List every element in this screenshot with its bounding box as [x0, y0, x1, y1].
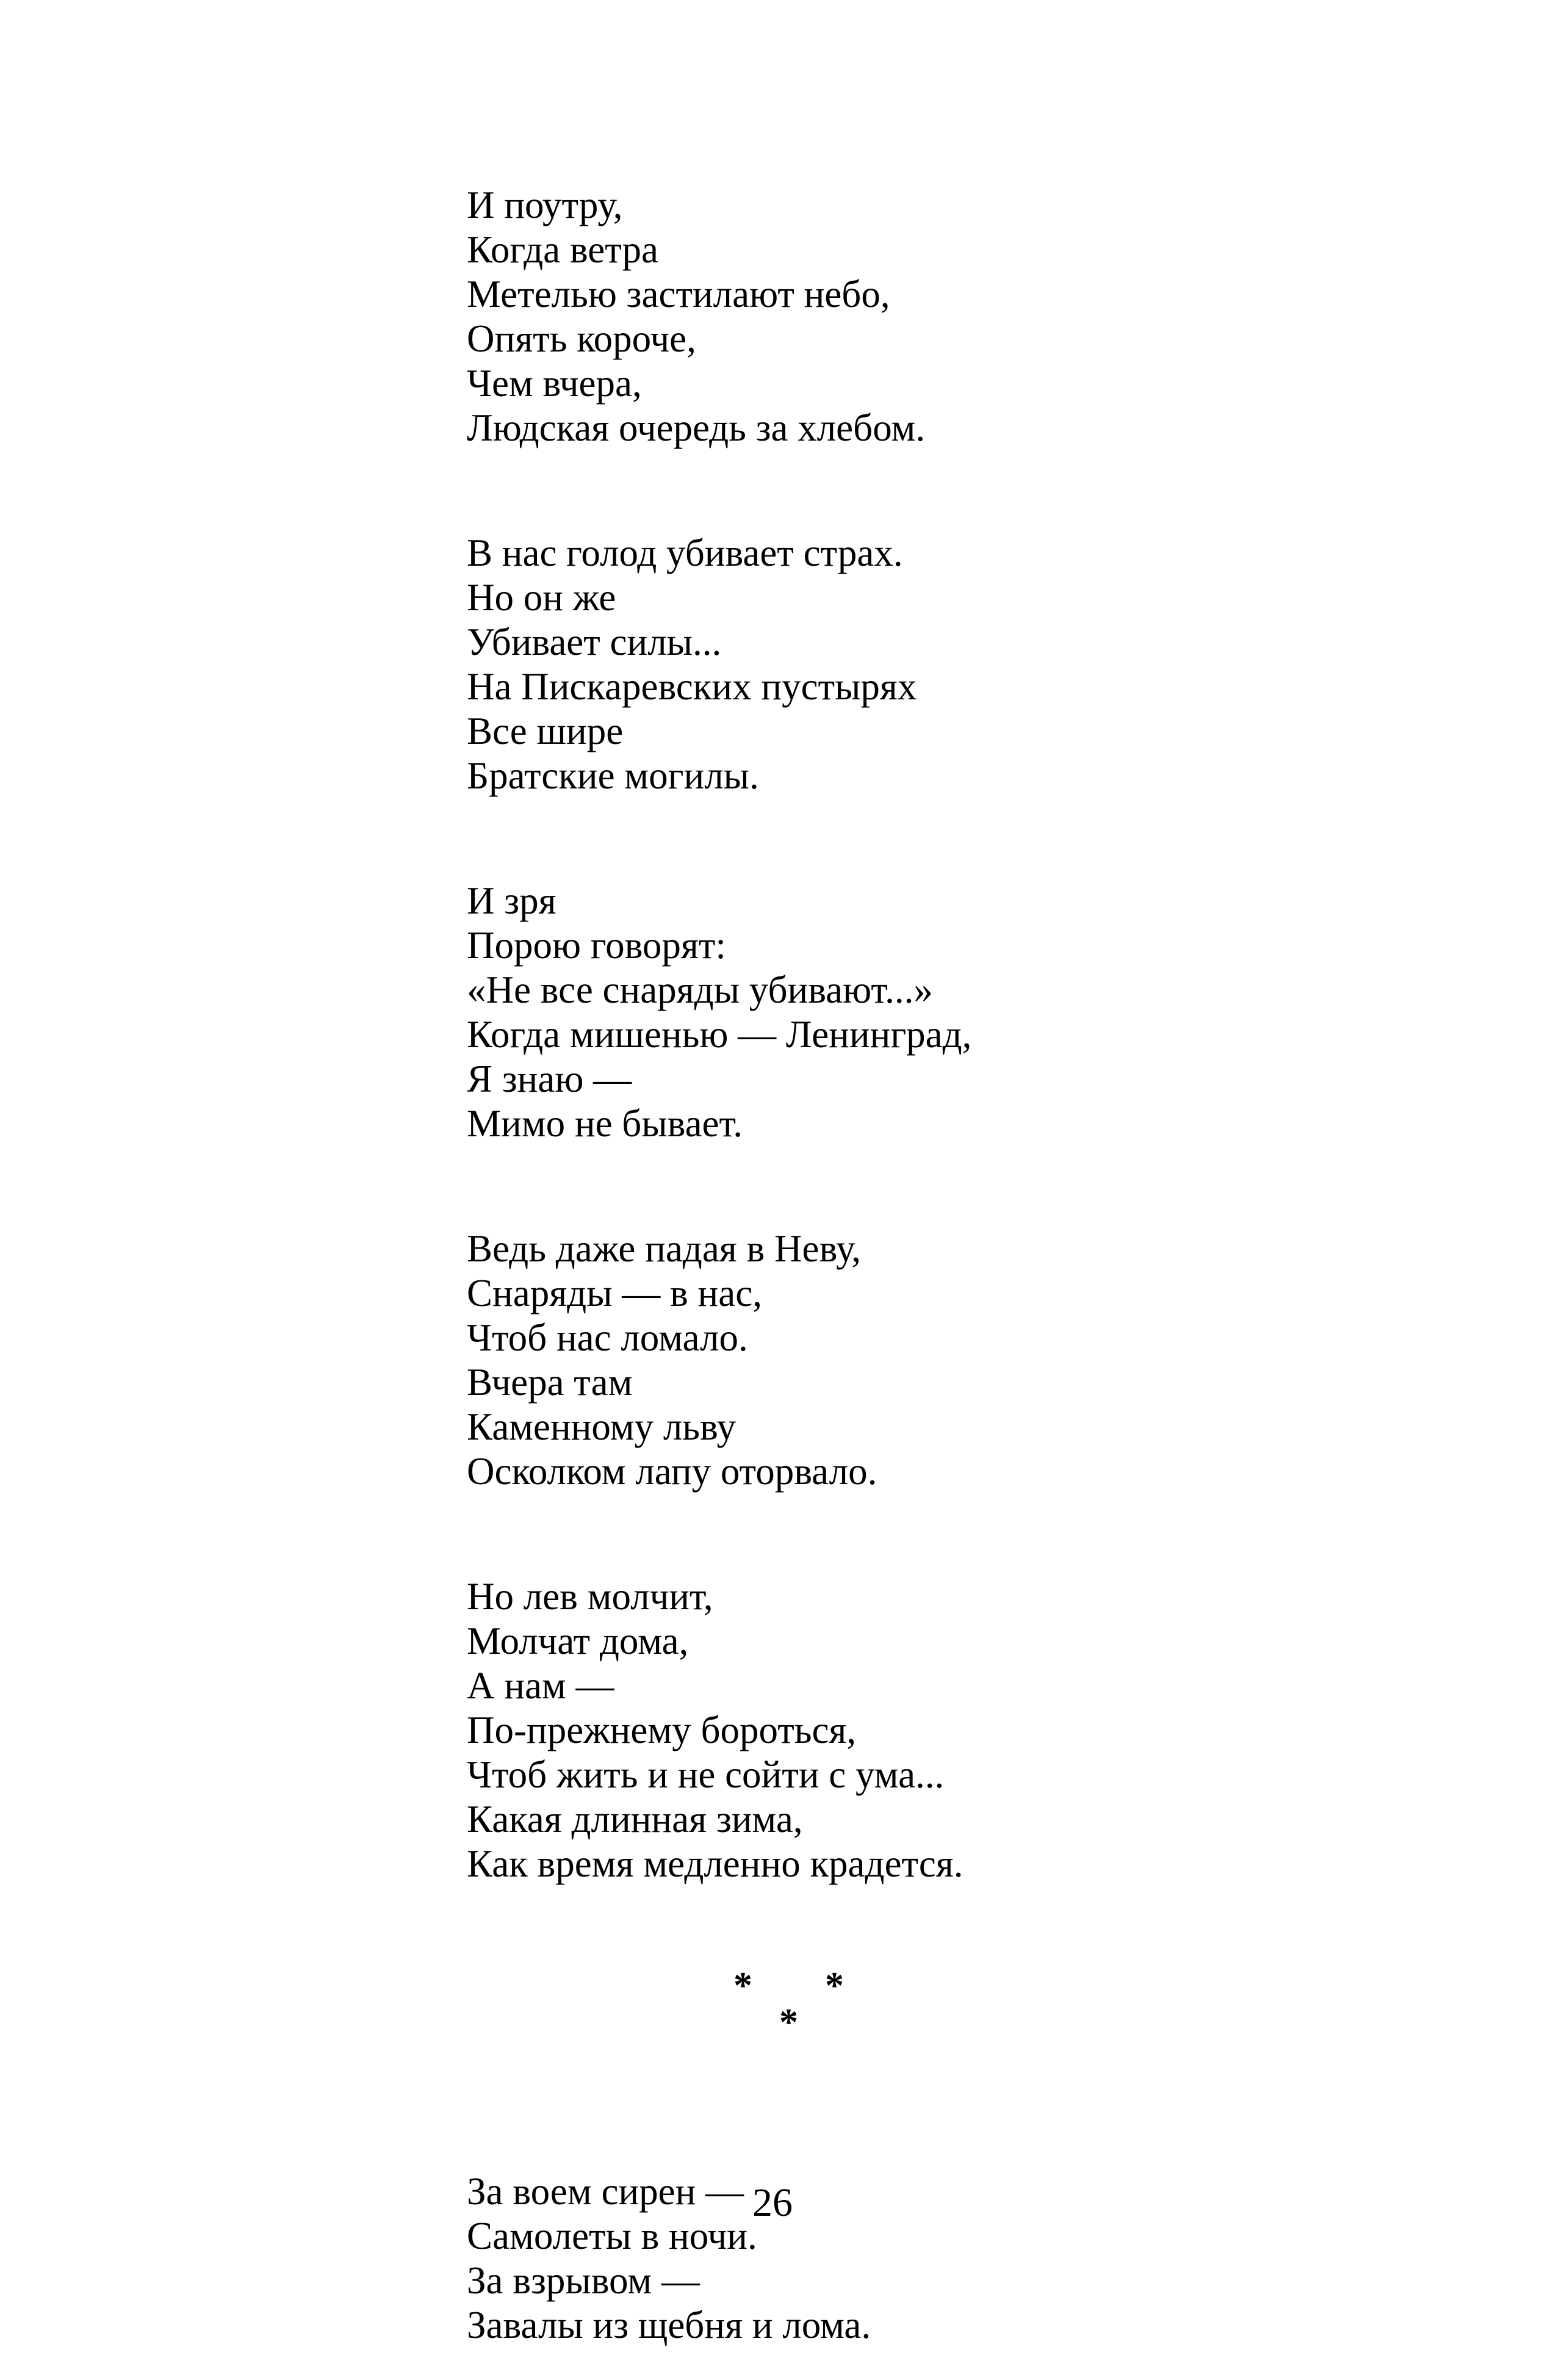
poem-line: За взрывом — — [467, 2259, 700, 2302]
poem-line: Завалы из щебня и лома. — [467, 2304, 871, 2346]
poem-line: Все шире — [467, 710, 624, 752]
poem-line: Когда ветра — [467, 228, 658, 271]
asterisk: * — [779, 2002, 798, 2043]
poem-line: Но он же — [467, 576, 616, 619]
poem-line: Как время медленно крадется. — [467, 1842, 963, 1885]
poem-line: На Пискаревских пустырях — [467, 665, 917, 708]
poem-line: Я знаю — — [467, 1058, 632, 1100]
poem-line: Молчат дома, — [467, 1620, 689, 1662]
stanza — [467, 879, 1321, 1146]
poem-line: Осколком лапу оторвало. — [467, 1450, 877, 1493]
poem-line: Метелью застилают небо, — [467, 273, 890, 316]
poem-line: Самолеты в ночи. — [467, 2215, 757, 2257]
poem-line: Мимо не бывает. — [467, 1102, 743, 1145]
poem-line: А нам — — [467, 1664, 614, 1707]
poem-line: Опять короче, — [467, 317, 696, 360]
page-number: 26 — [752, 2180, 793, 2225]
poem-line: Людская очередь за хлебом. — [467, 406, 926, 449]
poem-line: Снаряды — в нас, — [467, 1272, 762, 1314]
poem-line: За воем сирен — — [467, 2170, 744, 2213]
poem-line: Чем вчера, — [467, 362, 642, 405]
poem-line: Вчера там — [467, 1361, 633, 1404]
stanza — [467, 1574, 1321, 1886]
poem-line: Убивает силы... — [467, 621, 722, 663]
stanza — [467, 1227, 1321, 1494]
poem-line: И поутру, — [467, 184, 623, 226]
asterisk: * — [733, 1965, 752, 2007]
poem-line: Какая длинная зима, — [467, 1798, 803, 1841]
poem-line: Чтоб жить и не сойти с ума... — [467, 1753, 945, 1796]
poem-body — [467, 183, 1321, 2348]
poem-line: По-прежнему бороться, — [467, 1709, 857, 1751]
asterism-separator — [467, 1967, 1321, 2089]
poem-line: Чтоб нас ломало. — [467, 1316, 748, 1359]
poem-line: В нас голод убивает страх. — [467, 532, 903, 574]
stanza — [467, 531, 1321, 798]
asterisk: * — [825, 1965, 844, 2007]
poem-line: Порою говорят: — [467, 924, 726, 967]
poem-line: «Не все снаряды убивают...» — [467, 968, 933, 1011]
poem-line: Братские могилы. — [467, 754, 759, 797]
poem-line: Ведь даже падая в Неву, — [467, 1227, 862, 1270]
stanza — [467, 183, 1321, 450]
poem-line: Но лев молчит, — [467, 1575, 713, 1618]
poem-line: Когда мишенью — Ленинград, — [467, 1013, 972, 1056]
poem-line: Каменному льву — [467, 1405, 736, 1448]
poem-line: И зря — [467, 879, 556, 922]
